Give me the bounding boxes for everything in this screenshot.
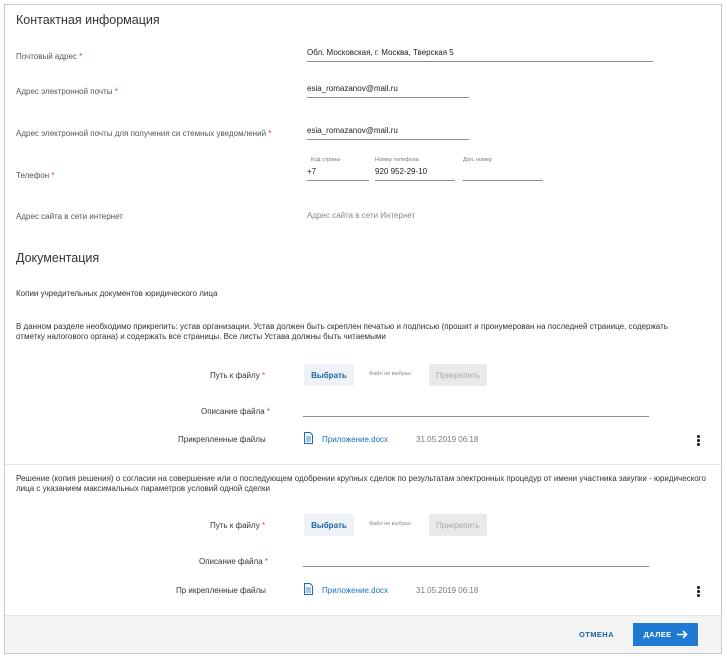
phone-number-underline <box>375 180 455 181</box>
section2-file-link[interactable]: Приложение.docx <box>322 586 389 595</box>
postal-address-field[interactable]: Обл. Московская, г. Москва, Тверская 5 <box>307 48 454 57</box>
phone-number-field[interactable]: 920 952-29-10 <box>375 167 428 176</box>
contact-section-title: Контактная информация <box>16 13 160 27</box>
section2-no-file-text: Файл не выбран <box>369 521 411 527</box>
section1-description-label: Описание файла * <box>201 407 271 416</box>
country-code-field[interactable]: +7 <box>307 167 317 176</box>
section1-description-underline <box>303 416 649 417</box>
section1-file-date: 31.05.2019 06:18 <box>416 435 479 444</box>
email-underline <box>307 97 469 98</box>
section2-attach-button[interactable]: Прикрепить <box>429 514 487 536</box>
section1-description-field[interactable] <box>303 404 649 416</box>
section2-file-date: 31.05.2019 06:18 <box>416 586 479 595</box>
next-button-label: ДАЛЕЕ <box>643 630 672 639</box>
section-divider <box>5 464 721 465</box>
form-footer <box>5 615 721 653</box>
docs-section-title: Документация <box>16 251 100 265</box>
notify-email-label: Адрес электронной почты для получения си стемных уведомлений * <box>16 129 272 138</box>
section1-attached-label: Прикрепленные файлы <box>178 435 266 444</box>
form-panel <box>4 4 722 654</box>
notify-email-field[interactable]: esia_romazanov@mail.ru <box>307 126 398 135</box>
section1-description: В данном разделе необходимо прикрепить: устав организации. Устав должен быть скреплен печатью и подписью (прошит и пронумерован на последней странице, содержать отметку налогового органа) и содержать все страницы. Все листы Устава должны быть читаемыми <box>16 322 668 341</box>
section1-path-label: Путь к файлу * <box>210 371 266 380</box>
section1-choose-button[interactable]: Выбрать <box>304 364 354 386</box>
email-label: Адрес электронной почты * <box>16 87 118 96</box>
phone-number-label: Номер телефона <box>375 157 419 163</box>
section2-description-underline <box>303 566 649 567</box>
section1-file-link[interactable]: Приложение.docx <box>322 435 389 444</box>
extension-label: Доп. номер <box>463 157 492 163</box>
section1-attach-button[interactable]: Прикрепить <box>429 364 487 386</box>
section2-choose-button[interactable]: Выбрать <box>304 514 354 536</box>
country-code-underline <box>307 180 369 181</box>
postal-address-underline <box>307 61 653 62</box>
docs-subtitle: Копии учредительных документов юридического лица <box>16 289 218 298</box>
email-field[interactable]: esia_romazanov@mail.ru <box>307 84 398 93</box>
next-button[interactable] <box>633 623 698 646</box>
document-icon <box>304 583 313 595</box>
section1-no-file-text: Файл не выбран <box>369 371 411 377</box>
arrow-right-icon <box>677 630 688 639</box>
website-field[interactable]: Адрес сайта в сети Интернет <box>307 211 416 220</box>
section2-attached-label: Пр икрепленные файлы <box>176 586 266 595</box>
section2-more-icon[interactable] <box>697 586 701 598</box>
extension-field[interactable] <box>463 167 543 177</box>
postal-address-label: Почтовый адрес * <box>16 52 83 61</box>
phone-label: Телефон * <box>16 171 55 180</box>
notify-email-underline <box>307 139 469 140</box>
cancel-button[interactable]: ОТМЕНА <box>579 630 614 639</box>
country-code-label: Код страны <box>311 157 341 163</box>
website-label: Адрес сайта в сети интернет <box>16 212 123 221</box>
document-icon <box>304 432 313 444</box>
section2-path-label: Путь к файлу * <box>210 521 266 530</box>
extension-underline <box>463 180 543 181</box>
section2-description: Решение (копия решения) о согласии на совершение или о последующем одобрении крупных сделок по результатам электронных процедур от имени участника закупки - юридического лица с указанием максимальных параметров условий одной сделки <box>16 474 706 493</box>
section2-description-field[interactable] <box>303 554 649 566</box>
section2-description-label: Описание файла * <box>199 557 269 566</box>
section1-more-icon[interactable] <box>697 435 701 447</box>
